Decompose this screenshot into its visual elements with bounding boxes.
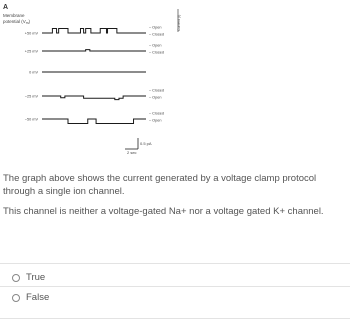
option-true-label: True xyxy=(26,272,46,283)
state-label: – Closed xyxy=(149,32,164,37)
divider xyxy=(0,318,350,319)
panel-label: A xyxy=(3,4,9,11)
question-paragraph-1: The graph above shows the current generated by a voltage clamp protocol through a single ion channel. xyxy=(3,172,317,197)
state-label: – Open xyxy=(149,95,162,100)
option-false[interactable] xyxy=(12,292,49,303)
current-trace xyxy=(42,29,146,34)
side-axis-label xyxy=(177,9,181,32)
voltage-label: 0 mV xyxy=(29,70,38,75)
side-label: Current (I) xyxy=(177,14,181,31)
current-trace xyxy=(42,119,146,124)
voltage-label: −50 mV xyxy=(24,117,38,122)
radio-false[interactable] xyxy=(12,294,20,302)
current-trace xyxy=(42,96,146,100)
state-label: – Open xyxy=(149,118,162,123)
state-label: – Closed xyxy=(149,88,164,93)
voltage-label: +50 mV xyxy=(24,31,38,36)
ylabel-line-2: potential $(V_m)$ xyxy=(3,19,31,25)
scale-bar xyxy=(125,138,152,155)
scale-time-label: 2 sec xyxy=(127,150,137,155)
option-true[interactable] xyxy=(12,272,45,283)
question-paragraph-2: This channel is neither a voltage-gated Na+ nor a voltage gated K+ channel. xyxy=(3,205,324,217)
voltage-label: +25 mV xyxy=(24,49,38,54)
ylabel-line-1: Membrane xyxy=(3,13,25,18)
state-label: – Open xyxy=(149,43,162,48)
single-channel-figure xyxy=(0,0,350,160)
current-trace xyxy=(42,50,146,51)
option-false-label: False xyxy=(26,292,50,303)
radio-true[interactable] xyxy=(12,274,20,282)
state-label: – Closed xyxy=(149,50,164,55)
voltage-label: −25 mV xyxy=(24,94,38,99)
scale-current-label: 0.5 pA xyxy=(140,141,152,146)
divider xyxy=(0,263,350,264)
divider xyxy=(0,286,350,287)
state-label: – Open xyxy=(149,25,162,30)
state-label: – Closed xyxy=(149,111,164,116)
